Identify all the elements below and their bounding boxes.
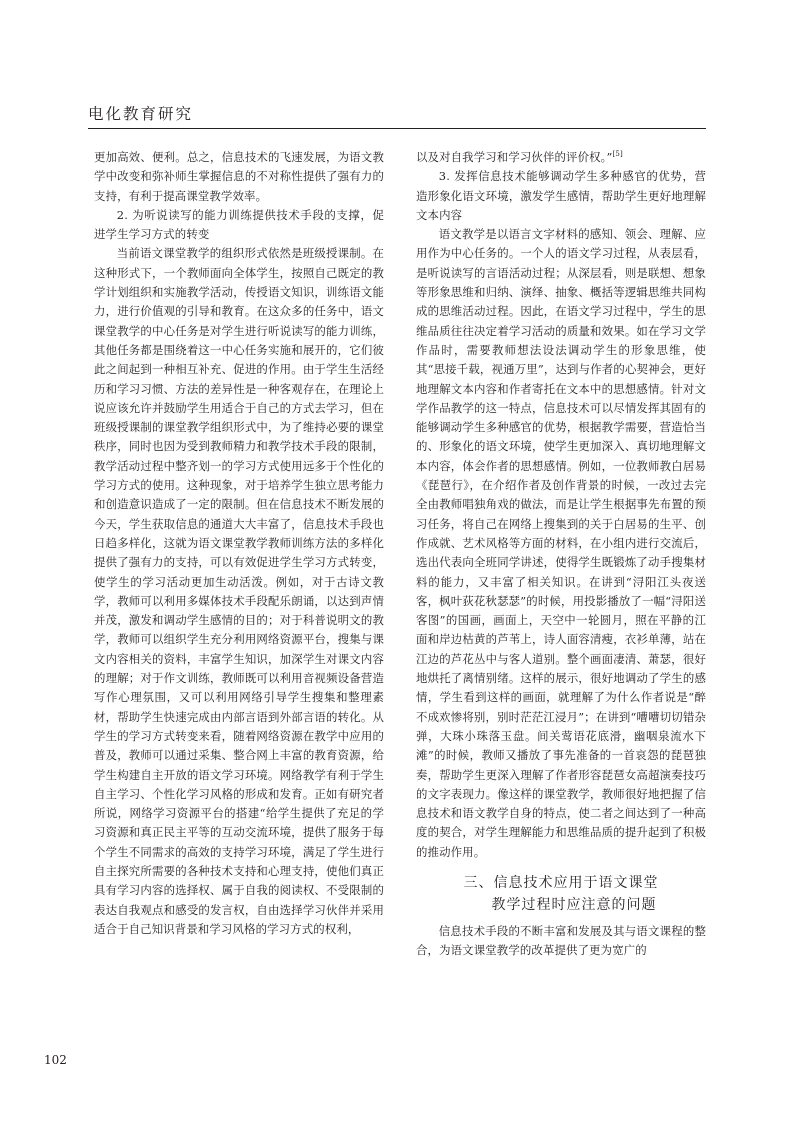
header-rule [88, 128, 706, 129]
right-column [416, 148, 706, 961]
left-column [94, 148, 384, 939]
paragraph-continued [416, 148, 706, 167]
paragraph: 信息技术手段的不断丰富和发展及其与语文课程的整合，为语文课堂教学的改革提供了更为宽广的 [416, 923, 706, 958]
section-heading-line-2: 教学过程时应注意的问题 [491, 896, 657, 913]
page-number: 102 [44, 1053, 67, 1067]
paragraph: 更加高效、便利。总之，信息技术的飞速发展，为语文教学中改变和弥补师生掌握信息的不对称性提供了强有力的支持，有利于提高课堂教学效率。 [94, 150, 384, 203]
paragraph: 当前语文课堂教学的组织形式依然是班级授课制。在这种形式下，一个教师面向全体学生，按照自己既定的教学计划组织和实施教学活动，传授语文知识，训练语文能力，进行价值观的引导和教育。在这众多的任务中，语文课堂教学的中心任务是对学生进行听说读写的能力训练，其他任务都是围绕着这一中心任务实施和展开的，它们彼此之间起到一种相互补充、促进的作用。由于学生生活经历和学习习惯、方法的差异性是一种客观存在，在理论上说应该允许并鼓励学生用适合于自己的方式去学习，但在班级授课制的课堂教学组织形式中，为了维持必要的课堂秩序，同时也因为受到教师精力和教学技术手段的限制，教学活动过程中整齐划一的学习方式使用远多于个性化的学习方式的使用。这种现象，对于培养学生独立思考能力和创造意识造成了一定的限制。但在信息技术不断发展的今天，学生获取信息的通道大大丰富了，信息技术手段也日趋多样化，这就为语文课堂教学教师训练方法的多样化提供了强有力的支持，可以有效促进学生学习方式转变，使学生的学习活动更加生动活泼。例如，对于古诗文教学，教师可以利用多媒体技术手段配乐朗诵，以达到声情并茂，激发和调动学生感情的目的；对于科普说明文的教学，教师可以组织学生充分利用网络资源平台，搜集与课文内容相关的资料，丰富学生知识，加深学生对课文内容的理解；对于作文训练，教师既可以利用音视频设备营造写作心理氛围，又可以利用网络引导学生搜集和整理素材，帮助学生快速完成由内部言语到外部言语的转化。从学生的学习方式转变来看，随着网络资源在教学中应用的普及，教师可以通过采集、整合网上丰富的教育资源，给学生构建自主开放的语文学习环境。网络教学有利于学生自主学习、个性化学习风格的形成和发育。正如有研究者所说，网络学习资源平台的搭建“给学生提供了充足的学习资源和真正民主平等的互动交流环境，提供了服务于每个学生不同需求的高效的支持学习环境，满足了学生进行自主探究所需要的各种技术支持和心理支持，使他们真正具有学习内容的选择权、属于自我的阅读权、不受限制的表达自我观点和感受的发言权，自由选择学习伙伴并采用适合于自己知识背景和学习风格的学习方式的权利， [94, 246, 384, 936]
subsection-heading: 2. 为听说读写的能力训练提供技术手段的支撑，促进学生学习方式的转变 [94, 207, 384, 242]
paragraph: 语文教学是以语言文字材料的感知、领会、理解、应用作为中心任务的。一个人的语文学习过程，从表层看，是听说读写的言语活动过程；从深层看，则是联想、想象等形象思维和归纳、演绎、抽象、概括等逻辑思维共同构成的思维活动过程。因此，在语文学习过程中，学生的思维品质往往决定着学习活动的质量和效果。如在学习文学作品时，需要教师想法设法调动学生的形象思维，使其“思接千载，视通万里”，达到与作者的心契神会，更好地理解文本内容和作者寄托在文本中的思想感情。针对文学作品教学的这一特点，信息技术可以尽情发挥其固有的能够调动学生多种感官的优势，根据教学需要，营造恰当的、形象化的语文环境，使学生更加深入、真切地理解文本内容，体会作者的思想感情。例如，一位教师教白居易《琵琶行》，在介绍作者及创作背景的时候，一改过去完全由教师唱独角戏的做法，而是让学生根据事先布置的预习任务，将自己在网络上搜集到的关于白居易的生平、创作成就、艺术风格等方面的材料，在小组内进行交流后，选出代表向全班同学讲述，使得学生既锻炼了动手搜集材料的能力，又丰富了相关知识。在讲到“浔阳江头夜送客，枫叶荻花秋瑟瑟”的时候，用投影播放了一幅“浔阳送客图”的国画，画面上，天空中一轮圆月，照在平静的江面和岸边枯黄的芦苇上，诗人面容清瘦，衣衫单薄，站在江边的芦花丛中与客人道别。整个画面凄清、萧瑟，很好地烘托了离情别绪。这样的展示，很好地调动了学生的感情，学生看到这样的画面，就理解了为什么作者说是“醉不成欢惨将别，别时茫茫江浸月”；在讲到“嘈嘈切切错杂弹，大珠小珠落玉盘。间关莺语花底滑，幽咽泉流水下滩”的时候，教师又播放了事先准备的一首哀怨的琵琶独奏，帮助学生更深入理解了作者形容琵琶女高超演奏技巧的文字表现力。像这样的课堂教学，教师很好地把握了信息技术和语文教学自身的特点，使二者之间达到了一种高度的契合，对学生理解能力和思维品质的提升起到了积极的推动作用。 [416, 227, 706, 859]
subsection-heading: 3. 发挥信息技术能够调动学生多种感官的优势，营造形象化语文环境，激发学生感情，帮助学生更好地理解文本内容 [416, 169, 706, 222]
paragraph-text: 以及对自我学习和学习伙伴的评价权。” [416, 150, 613, 164]
section-heading-line-1: 三、信息技术应用于语文课堂 [463, 874, 659, 891]
citation-marker: [5] [612, 150, 623, 159]
section-heading [416, 872, 706, 916]
journal-title: 电化教育研究 [88, 105, 194, 123]
